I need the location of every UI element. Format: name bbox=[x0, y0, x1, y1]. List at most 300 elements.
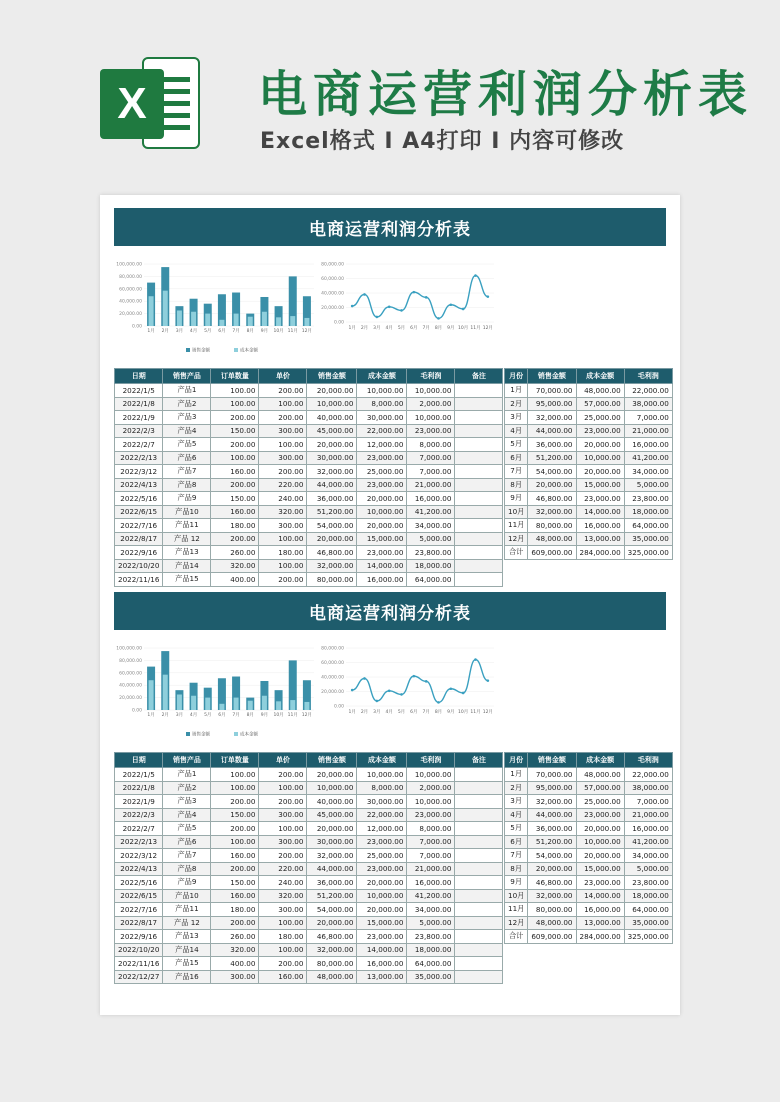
table-cell[interactable]: 3月 bbox=[505, 795, 528, 809]
table-cell[interactable] bbox=[455, 465, 503, 479]
table-cell[interactable]: 70,000.00 bbox=[528, 384, 576, 398]
table-cell[interactable]: 38,000.00 bbox=[624, 781, 672, 795]
table-cell[interactable]: 54,000.00 bbox=[307, 519, 357, 533]
table-cell[interactable]: 23,000.00 bbox=[576, 492, 624, 506]
table-cell[interactable]: 25,000.00 bbox=[357, 849, 407, 863]
table-cell[interactable]: 300.00 bbox=[259, 903, 307, 917]
table-cell[interactable]: 13,000.00 bbox=[576, 532, 624, 546]
table-cell[interactable]: 41,200.00 bbox=[624, 451, 672, 465]
table-cell[interactable]: 20,000.00 bbox=[357, 903, 407, 917]
table-cell[interactable]: 7,000.00 bbox=[407, 451, 455, 465]
table-cell[interactable]: 48,000.00 bbox=[528, 532, 576, 546]
table-cell[interactable] bbox=[455, 876, 503, 890]
table-cell[interactable]: 2022/5/16 bbox=[115, 492, 163, 506]
table-cell[interactable]: 2月 bbox=[505, 397, 528, 411]
table-cell[interactable]: 7,000.00 bbox=[407, 849, 455, 863]
table-cell[interactable]: 产品8 bbox=[163, 478, 211, 492]
table-cell[interactable]: 14,000.00 bbox=[357, 943, 407, 957]
table-cell[interactable]: 2022/11/16 bbox=[115, 957, 163, 971]
table-cell[interactable]: 100.00 bbox=[259, 559, 307, 573]
table-cell[interactable]: 产品 12 bbox=[163, 916, 211, 930]
table-cell[interactable]: 产品13 bbox=[163, 546, 211, 560]
table-cell[interactable]: 20,000.00 bbox=[307, 822, 357, 836]
table-cell[interactable]: 产品15 bbox=[163, 573, 211, 587]
table-cell[interactable]: 23,800.00 bbox=[624, 876, 672, 890]
table-cell[interactable]: 609,000.00 bbox=[528, 546, 576, 560]
table-cell[interactable]: 10,000.00 bbox=[357, 889, 407, 903]
table-cell[interactable]: 300.00 bbox=[211, 970, 259, 984]
table-cell[interactable]: 200.00 bbox=[211, 438, 259, 452]
table-cell[interactable] bbox=[455, 795, 503, 809]
table-cell[interactable] bbox=[455, 822, 503, 836]
table-cell[interactable]: 12月 bbox=[505, 916, 528, 930]
table-cell[interactable]: 48,000.00 bbox=[576, 768, 624, 782]
table-cell[interactable]: 25,000.00 bbox=[576, 411, 624, 425]
table-cell[interactable]: 8,000.00 bbox=[407, 822, 455, 836]
table-cell[interactable]: 2022/12/27 bbox=[115, 970, 163, 984]
table-cell[interactable]: 40,000.00 bbox=[307, 795, 357, 809]
table-cell[interactable]: 54,000.00 bbox=[307, 903, 357, 917]
table-cell[interactable]: 48,000.00 bbox=[307, 970, 357, 984]
table-cell[interactable]: 200.00 bbox=[259, 411, 307, 425]
table-cell[interactable]: 320.00 bbox=[259, 889, 307, 903]
table-cell[interactable]: 20,000.00 bbox=[307, 532, 357, 546]
table-cell[interactable]: 23,000.00 bbox=[357, 930, 407, 944]
table-cell[interactable]: 12,000.00 bbox=[357, 822, 407, 836]
table-cell[interactable]: 44,000.00 bbox=[528, 808, 576, 822]
table-cell[interactable]: 13,000.00 bbox=[357, 970, 407, 984]
table-cell[interactable]: 300.00 bbox=[259, 424, 307, 438]
table-cell[interactable]: 16,000.00 bbox=[576, 903, 624, 917]
table-cell[interactable]: 54,000.00 bbox=[528, 849, 576, 863]
table-cell[interactable]: 10,000.00 bbox=[307, 781, 357, 795]
table-cell[interactable]: 产品10 bbox=[163, 889, 211, 903]
table-cell[interactable]: 35,000.00 bbox=[407, 970, 455, 984]
table-cell[interactable]: 18,000.00 bbox=[407, 943, 455, 957]
table-cell[interactable]: 300.00 bbox=[259, 835, 307, 849]
table-cell[interactable]: 41,200.00 bbox=[407, 889, 455, 903]
table-cell[interactable]: 180.00 bbox=[259, 546, 307, 560]
table-cell[interactable]: 2022/1/9 bbox=[115, 411, 163, 425]
table-cell[interactable]: 5,000.00 bbox=[624, 862, 672, 876]
table-cell[interactable]: 8,000.00 bbox=[407, 438, 455, 452]
table-cell[interactable]: 36,000.00 bbox=[307, 876, 357, 890]
table-cell[interactable]: 产品3 bbox=[163, 411, 211, 425]
table-cell[interactable]: 11月 bbox=[505, 519, 528, 533]
table-cell[interactable]: 51,200.00 bbox=[528, 835, 576, 849]
table-cell[interactable] bbox=[455, 492, 503, 506]
table-cell[interactable]: 2022/9/16 bbox=[115, 930, 163, 944]
table-cell[interactable]: 6月 bbox=[505, 835, 528, 849]
table-cell[interactable]: 180.00 bbox=[211, 903, 259, 917]
table-cell[interactable]: 20,000.00 bbox=[357, 492, 407, 506]
table-cell[interactable]: 284,000.00 bbox=[576, 546, 624, 560]
table-cell[interactable]: 36,000.00 bbox=[307, 492, 357, 506]
table-cell[interactable]: 180.00 bbox=[211, 519, 259, 533]
table-cell[interactable]: 25,000.00 bbox=[357, 465, 407, 479]
table-cell[interactable]: 45,000.00 bbox=[307, 424, 357, 438]
table-cell[interactable]: 20,000.00 bbox=[307, 768, 357, 782]
table-cell[interactable]: 15,000.00 bbox=[576, 478, 624, 492]
table-cell[interactable]: 2022/10/20 bbox=[115, 559, 163, 573]
table-cell[interactable]: 23,000.00 bbox=[357, 478, 407, 492]
table-cell[interactable]: 180.00 bbox=[259, 930, 307, 944]
table-cell[interactable]: 2022/11/16 bbox=[115, 573, 163, 587]
table-cell[interactable]: 23,000.00 bbox=[407, 424, 455, 438]
table-cell[interactable]: 200.00 bbox=[259, 957, 307, 971]
table-cell[interactable]: 32,000.00 bbox=[307, 465, 357, 479]
table-cell[interactable]: 3月 bbox=[505, 411, 528, 425]
table-cell[interactable]: 5,000.00 bbox=[407, 916, 455, 930]
table-cell[interactable]: 200.00 bbox=[211, 411, 259, 425]
table-cell[interactable]: 4月 bbox=[505, 424, 528, 438]
table-cell[interactable]: 200.00 bbox=[211, 532, 259, 546]
table-cell[interactable]: 2022/3/12 bbox=[115, 849, 163, 863]
table-cell[interactable]: 44,000.00 bbox=[528, 424, 576, 438]
table-cell[interactable]: 14,000.00 bbox=[576, 889, 624, 903]
table-cell[interactable]: 2022/1/5 bbox=[115, 384, 163, 398]
table-cell[interactable]: 2022/2/3 bbox=[115, 424, 163, 438]
table-cell[interactable]: 7月 bbox=[505, 849, 528, 863]
table-cell[interactable]: 20,000.00 bbox=[528, 478, 576, 492]
table-cell[interactable]: 4月 bbox=[505, 808, 528, 822]
table-cell[interactable]: 20,000.00 bbox=[307, 438, 357, 452]
table-cell[interactable]: 200.00 bbox=[211, 822, 259, 836]
table-cell[interactable]: 13,000.00 bbox=[576, 916, 624, 930]
table-cell[interactable]: 64,000.00 bbox=[624, 903, 672, 917]
table-cell[interactable]: 产品2 bbox=[163, 781, 211, 795]
table-cell[interactable]: 48,000.00 bbox=[528, 916, 576, 930]
table-cell[interactable]: 产品9 bbox=[163, 876, 211, 890]
table-cell[interactable]: 46,800.00 bbox=[307, 930, 357, 944]
table-cell[interactable]: 64,000.00 bbox=[407, 573, 455, 587]
table-cell[interactable]: 8月 bbox=[505, 862, 528, 876]
table-cell[interactable] bbox=[455, 451, 503, 465]
table-cell[interactable]: 46,800.00 bbox=[528, 492, 576, 506]
table-cell[interactable]: 15,000.00 bbox=[357, 532, 407, 546]
table-cell[interactable]: 产品6 bbox=[163, 451, 211, 465]
table-cell[interactable]: 20,000.00 bbox=[307, 384, 357, 398]
table-cell[interactable]: 产品10 bbox=[163, 505, 211, 519]
table-cell[interactable]: 160.00 bbox=[211, 465, 259, 479]
table-cell[interactable]: 23,800.00 bbox=[624, 492, 672, 506]
table-cell[interactable]: 7,000.00 bbox=[407, 465, 455, 479]
table-cell[interactable]: 15,000.00 bbox=[576, 862, 624, 876]
table-cell[interactable] bbox=[455, 505, 503, 519]
table-cell[interactable]: 合计 bbox=[505, 930, 528, 944]
table-cell[interactable]: 11月 bbox=[505, 903, 528, 917]
table-cell[interactable]: 22,000.00 bbox=[357, 424, 407, 438]
table-cell[interactable]: 20,000.00 bbox=[576, 822, 624, 836]
table-cell[interactable]: 325,000.00 bbox=[624, 546, 672, 560]
table-cell[interactable]: 95,000.00 bbox=[528, 781, 576, 795]
table-cell[interactable]: 160.00 bbox=[259, 970, 307, 984]
table-cell[interactable]: 320.00 bbox=[259, 505, 307, 519]
table-cell[interactable]: 21,000.00 bbox=[624, 808, 672, 822]
table-cell[interactable] bbox=[455, 957, 503, 971]
table-cell[interactable]: 100.00 bbox=[259, 943, 307, 957]
table-cell[interactable]: 2022/7/16 bbox=[115, 903, 163, 917]
table-cell[interactable]: 54,000.00 bbox=[528, 465, 576, 479]
table-cell[interactable]: 18,000.00 bbox=[624, 889, 672, 903]
table-cell[interactable]: 100.00 bbox=[259, 781, 307, 795]
table-cell[interactable]: 产品7 bbox=[163, 849, 211, 863]
table-cell[interactable]: 产品4 bbox=[163, 808, 211, 822]
table-cell[interactable]: 2,000.00 bbox=[407, 397, 455, 411]
table-cell[interactable] bbox=[455, 478, 503, 492]
table-cell[interactable]: 48,000.00 bbox=[576, 384, 624, 398]
table-cell[interactable]: 产品5 bbox=[163, 822, 211, 836]
table-cell[interactable]: 95,000.00 bbox=[528, 397, 576, 411]
table-cell[interactable]: 18,000.00 bbox=[407, 559, 455, 573]
table-cell[interactable] bbox=[455, 438, 503, 452]
table-cell[interactable]: 57,000.00 bbox=[576, 781, 624, 795]
table-cell[interactable]: 34,000.00 bbox=[624, 849, 672, 863]
table-cell[interactable]: 2022/1/9 bbox=[115, 795, 163, 809]
table-cell[interactable] bbox=[455, 862, 503, 876]
table-cell[interactable]: 57,000.00 bbox=[576, 397, 624, 411]
table-cell[interactable]: 2022/2/7 bbox=[115, 438, 163, 452]
table-cell[interactable]: 10,000.00 bbox=[407, 384, 455, 398]
table-cell[interactable]: 32,000.00 bbox=[528, 411, 576, 425]
table-cell[interactable]: 16,000.00 bbox=[407, 492, 455, 506]
table-cell[interactable]: 21,000.00 bbox=[407, 862, 455, 876]
table-cell[interactable] bbox=[455, 559, 503, 573]
table-cell[interactable]: 200.00 bbox=[259, 384, 307, 398]
table-cell[interactable]: 80,000.00 bbox=[528, 903, 576, 917]
table-cell[interactable]: 20,000.00 bbox=[528, 862, 576, 876]
table-cell[interactable]: 6月 bbox=[505, 451, 528, 465]
table-cell[interactable] bbox=[455, 808, 503, 822]
table-cell[interactable]: 10,000.00 bbox=[357, 384, 407, 398]
table-cell[interactable]: 21,000.00 bbox=[407, 478, 455, 492]
table-cell[interactable]: 2022/4/13 bbox=[115, 862, 163, 876]
table-cell[interactable]: 64,000.00 bbox=[624, 519, 672, 533]
table-cell[interactable]: 160.00 bbox=[211, 505, 259, 519]
table-cell[interactable] bbox=[455, 781, 503, 795]
table-cell[interactable]: 7月 bbox=[505, 465, 528, 479]
table-cell[interactable]: 34,000.00 bbox=[624, 465, 672, 479]
table-cell[interactable]: 16,000.00 bbox=[624, 822, 672, 836]
table-cell[interactable]: 23,800.00 bbox=[407, 930, 455, 944]
table-cell[interactable]: 23,000.00 bbox=[576, 808, 624, 822]
table-cell[interactable]: 产品8 bbox=[163, 862, 211, 876]
table-cell[interactable]: 7,000.00 bbox=[624, 411, 672, 425]
table-cell[interactable]: 20,000.00 bbox=[357, 876, 407, 890]
table-cell[interactable]: 100.00 bbox=[259, 397, 307, 411]
table-cell[interactable]: 23,000.00 bbox=[576, 876, 624, 890]
table-cell[interactable]: 64,000.00 bbox=[407, 957, 455, 971]
table-cell[interactable]: 220.00 bbox=[259, 862, 307, 876]
table-cell[interactable]: 23,000.00 bbox=[407, 808, 455, 822]
table-cell[interactable] bbox=[455, 424, 503, 438]
table-cell[interactable] bbox=[455, 849, 503, 863]
table-cell[interactable] bbox=[455, 943, 503, 957]
table-cell[interactable]: 51,200.00 bbox=[307, 505, 357, 519]
table-cell[interactable]: 36,000.00 bbox=[528, 822, 576, 836]
table-cell[interactable]: 合计 bbox=[505, 546, 528, 560]
table-cell[interactable]: 30,000.00 bbox=[307, 835, 357, 849]
table-cell[interactable]: 160.00 bbox=[211, 849, 259, 863]
table-cell[interactable]: 30,000.00 bbox=[357, 411, 407, 425]
table-cell[interactable]: 23,000.00 bbox=[357, 451, 407, 465]
table-cell[interactable]: 200.00 bbox=[211, 916, 259, 930]
table-cell[interactable] bbox=[455, 889, 503, 903]
table-cell[interactable]: 14,000.00 bbox=[357, 559, 407, 573]
table-cell[interactable]: 7,000.00 bbox=[407, 835, 455, 849]
table-cell[interactable]: 2022/2/3 bbox=[115, 808, 163, 822]
table-cell[interactable]: 产品 12 bbox=[163, 532, 211, 546]
table-cell[interactable]: 400.00 bbox=[211, 957, 259, 971]
table-cell[interactable]: 16,000.00 bbox=[576, 519, 624, 533]
table-cell[interactable]: 10,000.00 bbox=[357, 768, 407, 782]
table-cell[interactable]: 32,000.00 bbox=[307, 943, 357, 957]
table-cell[interactable]: 300.00 bbox=[259, 519, 307, 533]
table-cell[interactable]: 200.00 bbox=[211, 862, 259, 876]
table-cell[interactable]: 产品11 bbox=[163, 903, 211, 917]
table-cell[interactable]: 36,000.00 bbox=[528, 438, 576, 452]
table-cell[interactable]: 10,000.00 bbox=[357, 505, 407, 519]
table-cell[interactable]: 400.00 bbox=[211, 573, 259, 587]
table-cell[interactable]: 32,000.00 bbox=[307, 559, 357, 573]
table-cell[interactable]: 2022/2/13 bbox=[115, 835, 163, 849]
table-cell[interactable]: 100.00 bbox=[211, 384, 259, 398]
table-cell[interactable]: 20,000.00 bbox=[307, 916, 357, 930]
table-cell[interactable]: 80,000.00 bbox=[307, 573, 357, 587]
table-cell[interactable]: 10,000.00 bbox=[307, 397, 357, 411]
table-cell[interactable]: 2022/10/20 bbox=[115, 943, 163, 957]
table-cell[interactable]: 45,000.00 bbox=[307, 808, 357, 822]
table-cell[interactable]: 35,000.00 bbox=[624, 916, 672, 930]
table-cell[interactable]: 1月 bbox=[505, 768, 528, 782]
table-cell[interactable]: 产品9 bbox=[163, 492, 211, 506]
table-cell[interactable]: 100.00 bbox=[211, 397, 259, 411]
table-cell[interactable] bbox=[455, 768, 503, 782]
table-cell[interactable]: 10,000.00 bbox=[407, 768, 455, 782]
table-cell[interactable]: 23,000.00 bbox=[357, 835, 407, 849]
table-cell[interactable]: 260.00 bbox=[211, 930, 259, 944]
table-cell[interactable]: 100.00 bbox=[259, 916, 307, 930]
table-cell[interactable]: 240.00 bbox=[259, 876, 307, 890]
table-cell[interactable]: 2022/1/8 bbox=[115, 397, 163, 411]
table-cell[interactable]: 9月 bbox=[505, 492, 528, 506]
table-cell[interactable] bbox=[455, 519, 503, 533]
table-cell[interactable]: 产品2 bbox=[163, 397, 211, 411]
table-cell[interactable]: 51,200.00 bbox=[528, 451, 576, 465]
table-cell[interactable] bbox=[455, 397, 503, 411]
table-cell[interactable]: 325,000.00 bbox=[624, 930, 672, 944]
table-cell[interactable]: 23,800.00 bbox=[407, 546, 455, 560]
table-cell[interactable]: 2022/2/7 bbox=[115, 822, 163, 836]
table-cell[interactable]: 34,000.00 bbox=[407, 903, 455, 917]
table-cell[interactable] bbox=[455, 970, 503, 984]
table-cell[interactable] bbox=[455, 930, 503, 944]
table-cell[interactable]: 200.00 bbox=[211, 478, 259, 492]
table-cell[interactable]: 2,000.00 bbox=[407, 781, 455, 795]
table-cell[interactable]: 10,000.00 bbox=[576, 835, 624, 849]
table-cell[interactable]: 2022/2/13 bbox=[115, 451, 163, 465]
table-cell[interactable]: 2022/3/12 bbox=[115, 465, 163, 479]
table-cell[interactable] bbox=[455, 411, 503, 425]
table-cell[interactable]: 产品5 bbox=[163, 438, 211, 452]
table-cell[interactable]: 5月 bbox=[505, 822, 528, 836]
table-cell[interactable]: 200.00 bbox=[259, 849, 307, 863]
table-cell[interactable]: 23,000.00 bbox=[357, 546, 407, 560]
table-cell[interactable]: 320.00 bbox=[211, 559, 259, 573]
table-cell[interactable]: 44,000.00 bbox=[307, 478, 357, 492]
table-cell[interactable]: 200.00 bbox=[259, 768, 307, 782]
table-cell[interactable]: 产品3 bbox=[163, 795, 211, 809]
table-cell[interactable]: 320.00 bbox=[211, 943, 259, 957]
table-cell[interactable]: 32,000.00 bbox=[528, 889, 576, 903]
table-cell[interactable]: 16,000.00 bbox=[357, 957, 407, 971]
table-cell[interactable]: 41,200.00 bbox=[624, 835, 672, 849]
table-cell[interactable] bbox=[455, 903, 503, 917]
table-cell[interactable]: 20,000.00 bbox=[576, 849, 624, 863]
table-cell[interactable] bbox=[455, 916, 503, 930]
table-cell[interactable]: 38,000.00 bbox=[624, 397, 672, 411]
table-cell[interactable]: 30,000.00 bbox=[307, 451, 357, 465]
table-cell[interactable]: 产品7 bbox=[163, 465, 211, 479]
table-cell[interactable]: 2022/6/15 bbox=[115, 889, 163, 903]
table-cell[interactable]: 200.00 bbox=[259, 573, 307, 587]
table-cell[interactable]: 100.00 bbox=[211, 781, 259, 795]
table-cell[interactable]: 20,000.00 bbox=[576, 438, 624, 452]
table-cell[interactable]: 22,000.00 bbox=[624, 768, 672, 782]
table-cell[interactable]: 18,000.00 bbox=[624, 505, 672, 519]
table-cell[interactable]: 2022/8/17 bbox=[115, 532, 163, 546]
table-cell[interactable]: 9月 bbox=[505, 876, 528, 890]
table-cell[interactable]: 150.00 bbox=[211, 876, 259, 890]
table-cell[interactable]: 产品15 bbox=[163, 957, 211, 971]
table-cell[interactable]: 34,000.00 bbox=[407, 519, 455, 533]
table-cell[interactable]: 8,000.00 bbox=[357, 397, 407, 411]
table-cell[interactable]: 300.00 bbox=[259, 808, 307, 822]
table-cell[interactable]: 100.00 bbox=[259, 822, 307, 836]
table-cell[interactable]: 产品1 bbox=[163, 768, 211, 782]
table-cell[interactable]: 12月 bbox=[505, 532, 528, 546]
table-cell[interactable]: 2022/1/5 bbox=[115, 768, 163, 782]
table-cell[interactable]: 70,000.00 bbox=[528, 768, 576, 782]
table-cell[interactable]: 150.00 bbox=[211, 492, 259, 506]
table-cell[interactable]: 2022/8/17 bbox=[115, 916, 163, 930]
table-cell[interactable]: 产品16 bbox=[163, 970, 211, 984]
table-cell[interactable]: 2022/1/8 bbox=[115, 781, 163, 795]
table-cell[interactable]: 35,000.00 bbox=[624, 532, 672, 546]
table-cell[interactable]: 100.00 bbox=[211, 451, 259, 465]
table-cell[interactable]: 100.00 bbox=[259, 438, 307, 452]
table-cell[interactable]: 2022/6/15 bbox=[115, 505, 163, 519]
table-cell[interactable]: 产品6 bbox=[163, 835, 211, 849]
table-cell[interactable]: 150.00 bbox=[211, 424, 259, 438]
table-cell[interactable]: 100.00 bbox=[211, 835, 259, 849]
table-cell[interactable]: 260.00 bbox=[211, 546, 259, 560]
table-cell[interactable]: 14,000.00 bbox=[576, 505, 624, 519]
table-cell[interactable] bbox=[455, 835, 503, 849]
table-cell[interactable]: 16,000.00 bbox=[624, 438, 672, 452]
table-cell[interactable] bbox=[455, 573, 503, 587]
table-cell[interactable]: 产品13 bbox=[163, 930, 211, 944]
table-cell[interactable]: 200.00 bbox=[259, 795, 307, 809]
table-cell[interactable]: 80,000.00 bbox=[528, 519, 576, 533]
table-cell[interactable]: 32,000.00 bbox=[307, 849, 357, 863]
table-cell[interactable]: 23,000.00 bbox=[576, 424, 624, 438]
table-cell[interactable]: 20,000.00 bbox=[357, 519, 407, 533]
table-cell[interactable]: 2022/4/13 bbox=[115, 478, 163, 492]
table-cell[interactable]: 23,000.00 bbox=[357, 862, 407, 876]
table-cell[interactable]: 产品11 bbox=[163, 519, 211, 533]
table-cell[interactable]: 609,000.00 bbox=[528, 930, 576, 944]
